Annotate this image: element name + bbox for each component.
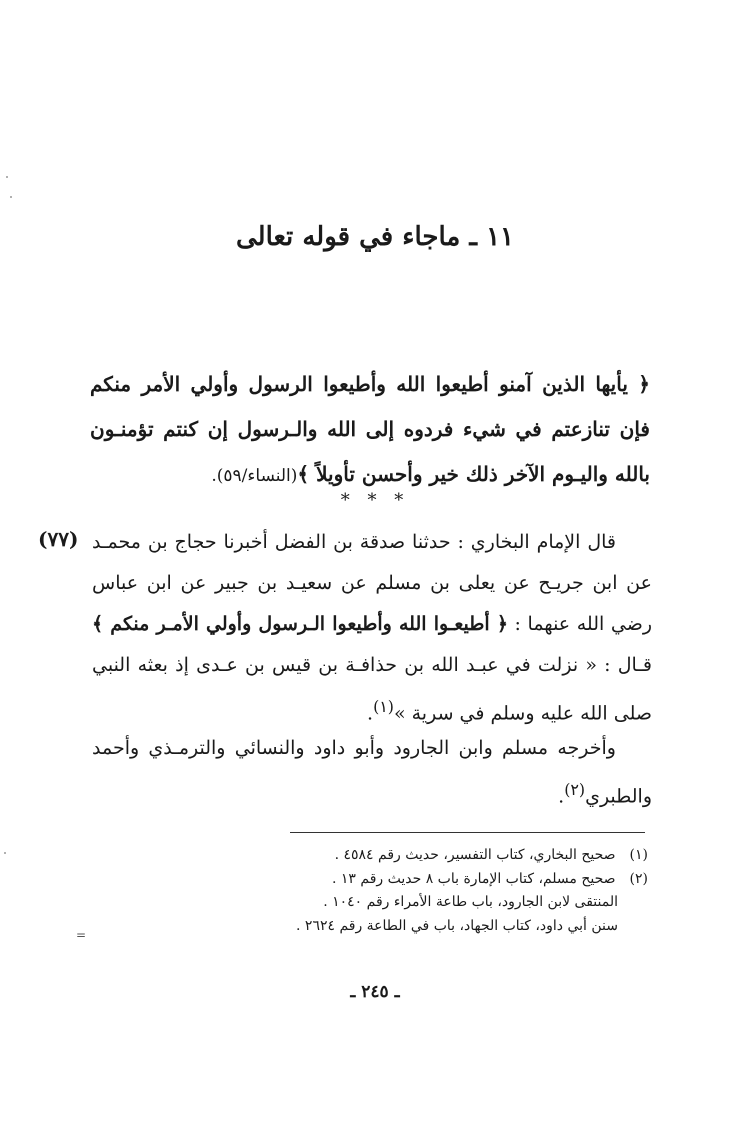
footnote-item: [188, 844, 648, 868]
hadith-intro: قال الإمام البخاري : حدثنا صدقة بن الفضل أخبرنا حجاج بن محمـد عن ابن جريـح عن يعلى بن مسلم عن سعيـد بن جبير عن ابن عباس رضي الله عنهما :: [92, 531, 653, 635]
scan-speck: [4, 852, 6, 854]
scan-speck: [6, 176, 8, 178]
footnote-number: (٢): [629, 870, 648, 887]
section-separator: * * *: [340, 490, 410, 511]
verse-text: ﴿ يأيها الذين آمنو أطيعوا الله وأطيعوا الرسول وأولي الأمر منكم فإن تنازعتم في شيء فردوه إلى الله والـرسول إن كنتم تؤمنـون بالله واليـوم الآخر ذلك خير وأحسن تأويلاً ﴾: [90, 372, 650, 486]
footnote-text: صحيح مسلم، كتاب الإمارة باب ٨ حديث رقم ١٣ .: [331, 870, 616, 887]
scan-speck: [10, 196, 12, 198]
footnote-ref-1[interactable]: (١): [373, 697, 394, 716]
footnote-text: سنن أبي داود، كتاب الجهاد، باب في الطاعة رقم ٢٦٢٤ .: [296, 917, 618, 934]
takhrij-text: وأخرجه مسلم وابن الجارود وأبو داود والنسائي والترمـذي وأحمد والطبري: [92, 737, 652, 808]
chapter-title: ١١ ـ ماجاء في قوله تعالى: [236, 222, 514, 252]
footnote-number: (١): [629, 847, 648, 863]
footnote-item: [188, 915, 648, 939]
footnote-text: صحيح البخاري، كتاب التفسير، حديث رقم ٤٥٨٤ .: [334, 847, 616, 863]
footnote-text: المنتقى لابن الجارود، باب طاعة الأمراء رقم ١٠٤٠ .: [323, 894, 618, 910]
hadith-quoted-verse: ﴿ أطيعـوا الله وأطيعوا الـرسول وأولي الأمـر منكم ﴾: [92, 613, 508, 635]
verse-reference: (النساء/٥٩).: [211, 466, 298, 486]
footnote-item: [188, 891, 648, 915]
footnotes-list: [188, 844, 648, 938]
takhrij-end: .: [558, 785, 565, 808]
hadith-number: (٧٧): [38, 527, 79, 551]
hadith-continuation: قـال : « نزلت في عبـد الله بن حذافـة بن قيس بن عـدى إذ بعثه النبي صلى الله عليه وسلم في سرية »: [92, 654, 652, 725]
footnote-ref-2[interactable]: (٢): [564, 780, 586, 799]
footnote-item: [188, 868, 648, 892]
quran-verse: [90, 362, 650, 499]
hadith-end: .: [367, 702, 374, 725]
takhrij-paragraph: [92, 728, 652, 817]
margin-mark: =: [76, 928, 87, 942]
footnote-divider: [290, 832, 645, 833]
hadith-paragraph: [92, 522, 652, 734]
page-number: ـ ٢٤٥ ـ: [350, 982, 400, 1002]
